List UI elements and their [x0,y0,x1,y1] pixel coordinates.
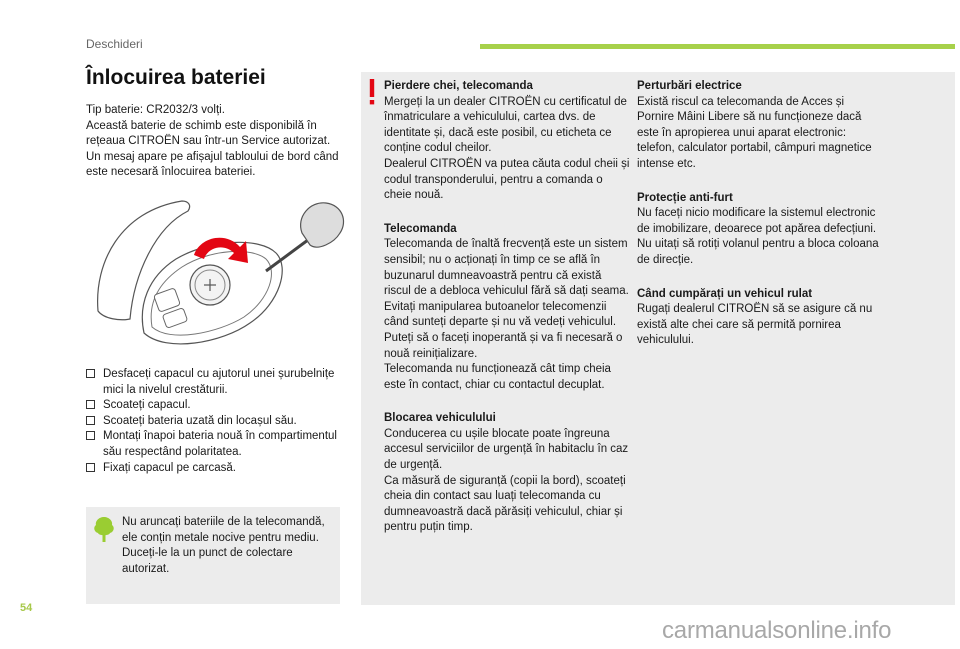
paragraph: Telecomanda de înaltă frecvență este un sistem sensibil; nu o acționați în timp ce se află în buzunarul dumneavoastră pentru că există riscul de a debloca vehiculul fără să dați seama. [384,238,629,298]
steps-list [86,367,356,476]
coin-battery-image [190,265,230,305]
watermark: carmanualsonline.info [662,617,892,644]
paragraph: Ca măsură de siguranță (copii la bord), scoateți cheia din contact sau luați telecomanda cu dumneavoastră dacă părăsiți vehiculul, chiar și pentru puțin timp. [384,474,626,534]
section-title: Deschideri [86,37,143,51]
paragraph: Există riscul ca telecomanda de Acces și Pornire Mâini Libere să nu funcționeze dacă este în apropierea unui aparat electronic: telefon, calculator portabil, câmpuri magnetice intense etc. [637,95,872,170]
section-remote [384,222,630,394]
list-item: Fixați capacul pe carcasă. [86,461,356,477]
warning-column-middle [384,79,630,554]
list-item: Montați înapoi bateria nouă în compartimentul său respectând polaritatea. [86,429,356,460]
section-title: Blocarea vehiculului [384,412,496,425]
paragraph: Evitați manipularea butoanelor telecomenzii când sunteți departe și nu vă vedeți vehiculul. Puteți să o faceți inoperantă și va fi necesară o nouă reinițializare. [384,300,623,360]
screwdriver-image [266,203,344,271]
paragraph: Conducerea cu ușile blocate poate îngreuna accesul serviciilor de urgență în habitaclu în caz de urgență. [384,427,629,472]
section-title: Când cumpărați un vehicul rulat [637,287,813,300]
section-vehicle-locking [384,411,630,536]
section-used-vehicle [637,287,879,349]
page-title: Înlocuirea bateriei [86,66,266,89]
intro-text [86,103,356,181]
tree-icon [93,515,115,543]
paragraph: Mergeți la un dealer CITROËN cu certificatul de înmatriculare a vehiculului, cartea dvs. de identitate și, dacă este posibil, cu eticheta ce conține codul cheilor. [384,95,627,155]
section-title: Pierdere chei, telecomanda [384,80,533,92]
checkbox-bullet-icon [86,431,95,440]
checkbox-bullet-icon [86,369,95,378]
section-anti-theft [637,191,879,269]
paragraph: Nu faceți nicio modificare la sistemul electronic de imobilizare, deoarece pot apărea defecțiuni. [637,207,877,235]
battery-message: Un mesaj apare pe afișajul tabloului de bord când este necesară înlocuirea bateriei. [86,150,339,179]
exclamation-icon [368,79,376,105]
warning-column-right [637,79,879,367]
checkbox-bullet-icon [86,400,95,409]
section-title: Telecomanda [384,222,457,235]
paragraph: Rugați dealerul CITROËN să se asigure că nu există alte chei care să permită pornirea vehiculului. [637,303,873,347]
list-item: Desfaceți capacul cu ajutorul unei șurubelnițe mici la nivelul crestăturii. [86,367,356,398]
checkbox-bullet-icon [86,463,95,472]
environment-note-text: Nu aruncați bateriile de la telecomandă, ele conțin metale nocive pentru mediu. Duceți-le la un punct de colectare autorizat. [122,516,325,575]
battery-type: Tip baterie: CR2032/3 volți. [86,104,225,116]
section-title: Perturbări electrice [637,80,742,92]
section-accent-bar [480,44,955,49]
checkbox-bullet-icon [86,416,95,425]
battery-availability: Această baterie de schimb este disponibilă în rețeaua CITROËN sau într-un Service autorizat. [86,119,331,148]
paragraph: Nu uitați să rotiți volanul pentru a bloca coloana de direcție. [637,238,879,266]
section-title: Protecție anti-furt [637,191,733,204]
environment-note [86,507,340,604]
page-number: 54 [20,602,33,614]
key-battery-illustration [90,193,350,353]
section-lost-keys [384,79,630,204]
list-item: Scoateți capacul. [86,398,356,414]
list-item: Scoateți bateria uzată din locașul său. [86,414,356,430]
paragraph: Telecomanda nu funcționează cât timp cheia este în contact, chiar cu contactul decuplat. [384,363,611,391]
section-electrical-interference [637,79,879,173]
paragraph: Dealerul CITROËN va putea căuta codul cheii și codul transponderului, pentru a comanda o cheie nouă. [384,157,630,202]
